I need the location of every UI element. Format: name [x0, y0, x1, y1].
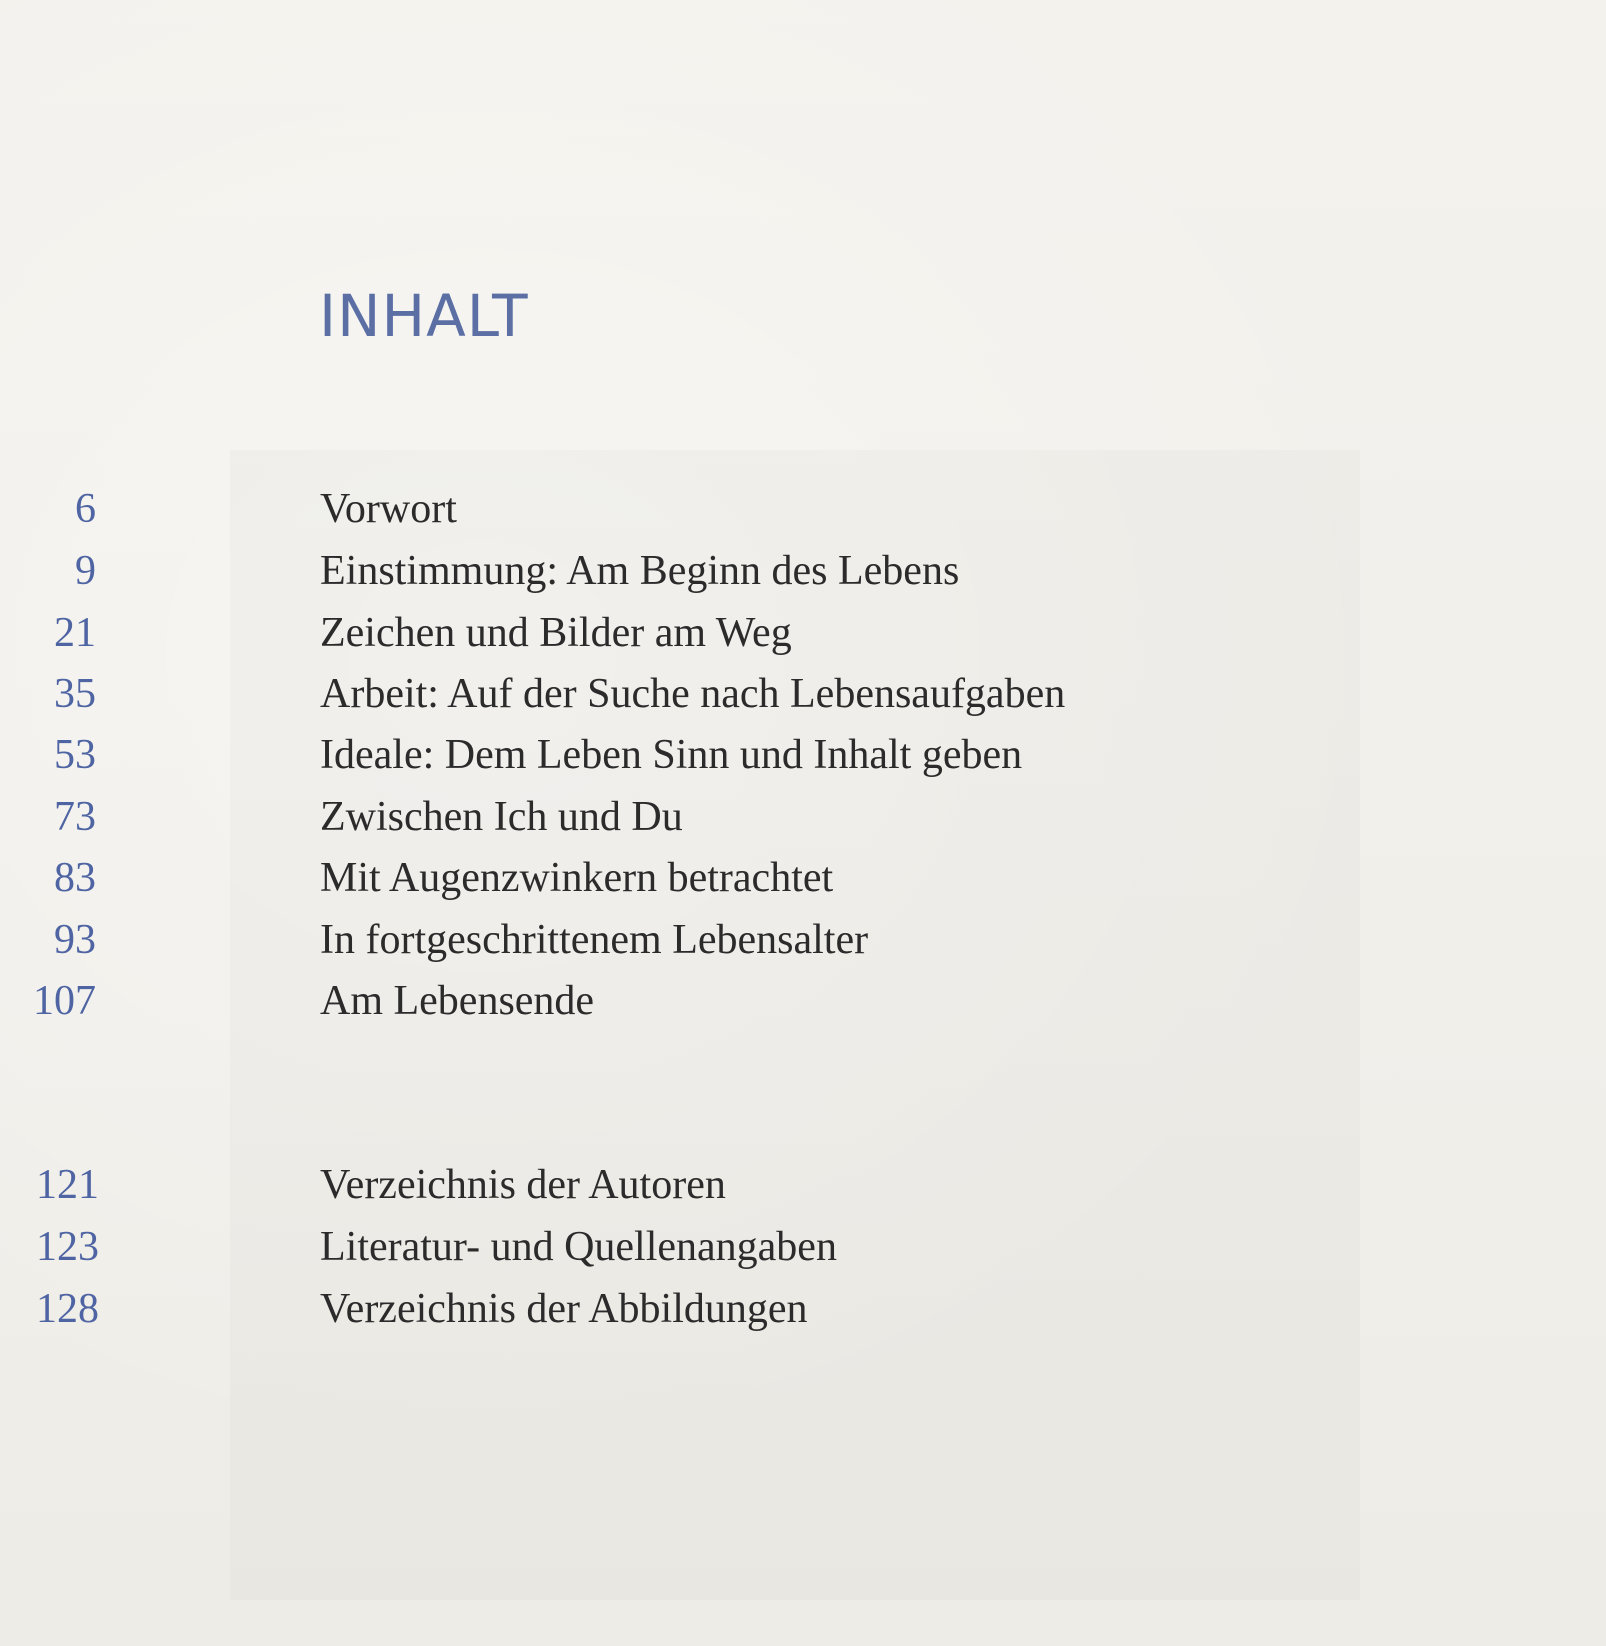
toc-entry[interactable]: [0, 977, 1400, 1037]
toc-entry-title: Einstimmung: Am Beginn des Lebens: [320, 548, 960, 594]
toc-entry-title: Vorwort: [320, 486, 457, 532]
toc-entry[interactable]: [0, 1223, 1400, 1283]
toc-page-number: 107: [33, 978, 96, 1024]
toc-page-number: 35: [54, 671, 96, 717]
toc-page-number: 128: [36, 1286, 99, 1332]
toc-entry-title: Zwischen Ich und Du: [320, 794, 683, 840]
toc-entry-title: Arbeit: Auf der Suche nach Lebensaufgaben: [320, 671, 1066, 717]
toc-page-number: 9: [75, 548, 96, 594]
toc-page-number: 6: [75, 486, 96, 532]
toc-entry-title: Verzeichnis der Autoren: [320, 1162, 726, 1208]
toc-entry[interactable]: [0, 793, 1400, 853]
toc-entry-title: Am Lebensende: [320, 978, 595, 1024]
toc-entry[interactable]: [0, 854, 1400, 914]
toc-page-number: 83: [54, 855, 96, 901]
toc-entry[interactable]: [0, 916, 1400, 976]
toc-entry[interactable]: [0, 731, 1400, 791]
toc-entry[interactable]: [0, 1285, 1400, 1345]
toc-page-number: 53: [54, 732, 96, 778]
toc-page-number: 21: [54, 610, 96, 656]
toc-page-number: 93: [54, 917, 96, 963]
toc-page-number: 73: [54, 794, 96, 840]
show-through-heading: [1060, 275, 1350, 345]
toc-entry-title: Ideale: Dem Leben Sinn und Inhalt geben: [320, 732, 1023, 778]
toc-page-number: 121: [36, 1162, 99, 1208]
toc-entry[interactable]: [0, 670, 1400, 730]
toc-entry[interactable]: [0, 609, 1400, 669]
toc-page-number: 123: [36, 1224, 99, 1270]
toc-entry[interactable]: [0, 1161, 1400, 1221]
toc-entry[interactable]: [0, 485, 1400, 545]
toc-entry-title: Literatur- und Quellenangaben: [320, 1224, 837, 1270]
toc-entry-title: Zeichen und Bilder am Weg: [320, 610, 792, 656]
toc-entry-title: Mit Augenzwinkern betrachtet: [320, 855, 834, 901]
toc-entry-title: In fortgeschrittenem Lebensalter: [320, 917, 869, 963]
toc-entry[interactable]: [0, 547, 1400, 607]
toc-entry-title: Verzeichnis der Abbildungen: [320, 1286, 808, 1332]
toc-heading: INHALT: [319, 282, 529, 350]
